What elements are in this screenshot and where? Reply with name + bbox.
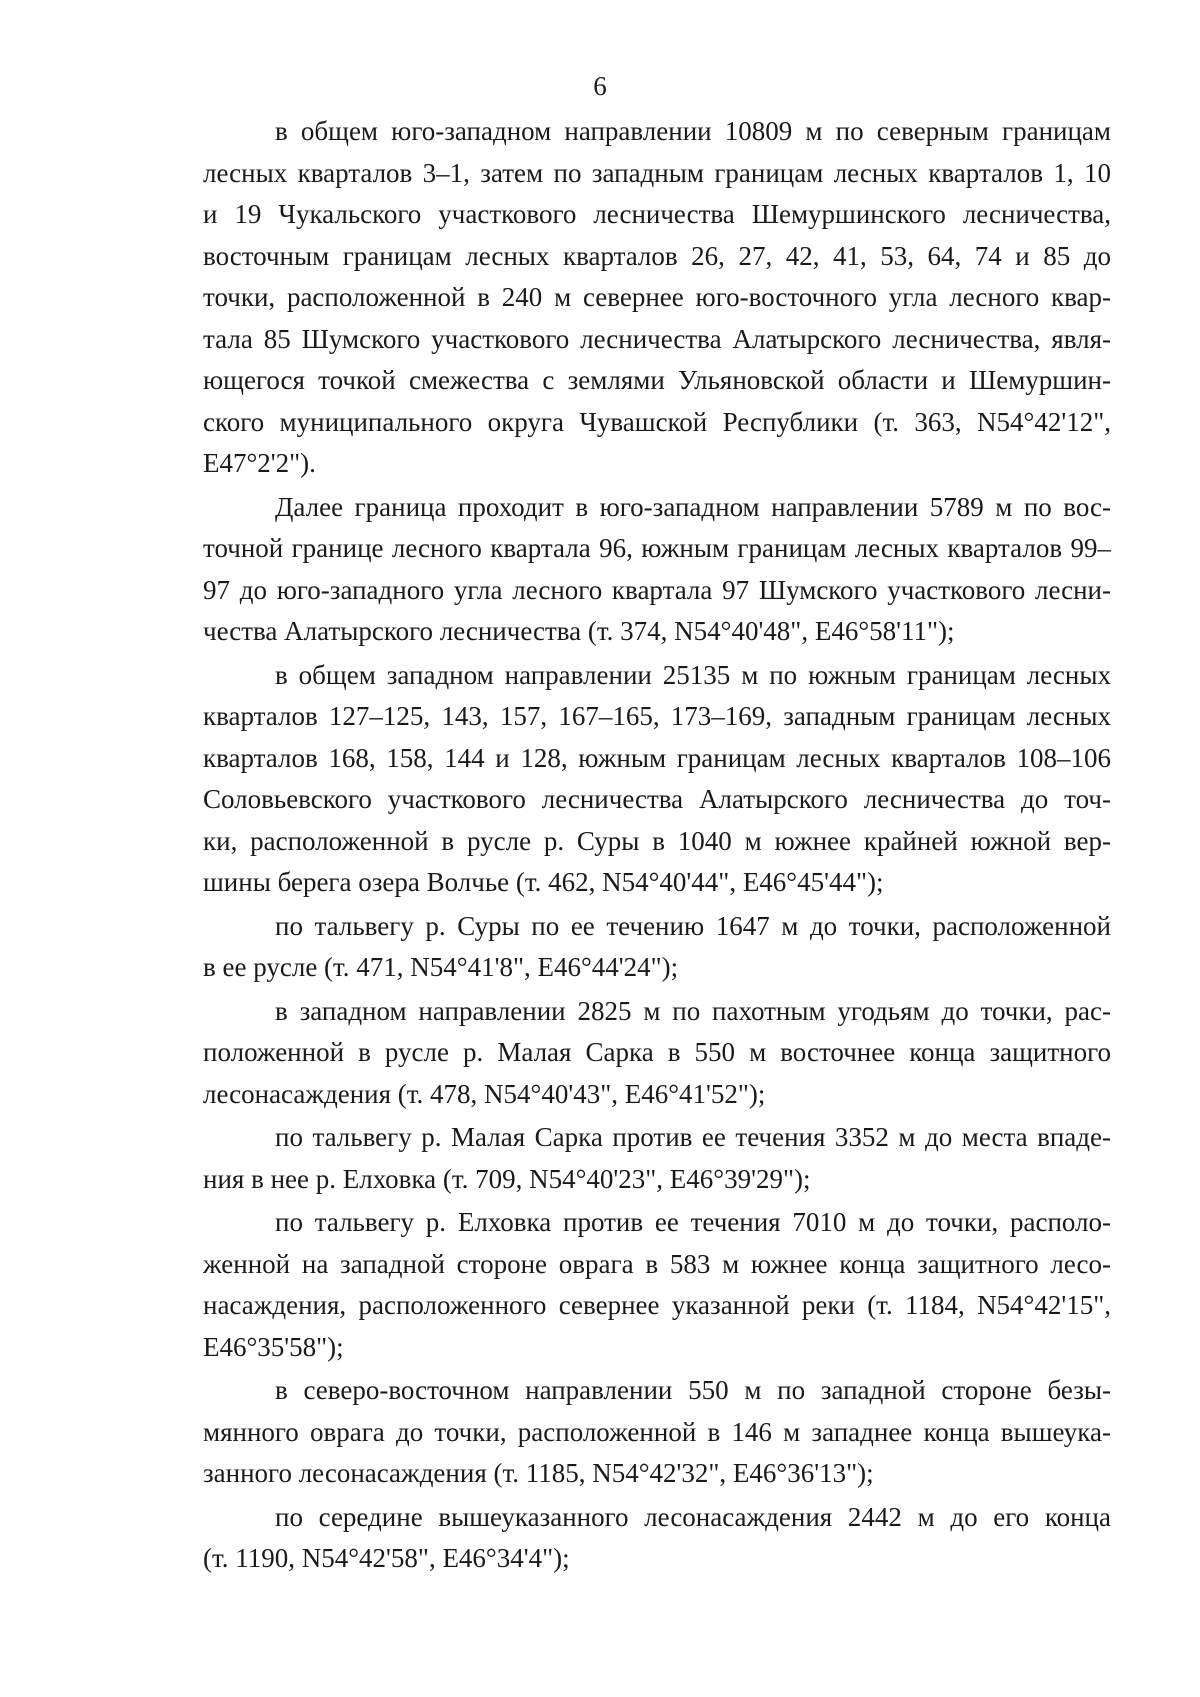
text-line: по тальвегу р. Елховка против ее течения 7010 м до точки, располо- <box>275 1207 1111 1237</box>
text-line: лесных кварталов 3–1, затем по западным границам лесных кварталов 1, 10 <box>203 157 1111 188</box>
text-line: кварталов 168, 158, 144 и 128, южным границам лесных кварталов 108–106 <box>203 742 1111 773</box>
text-line: Далее граница проходит в юго-западном направлении 5789 м по вос- <box>275 491 1111 522</box>
text-line: положенной в русле р. Малая Сарка в 550 м восточнее конца защитного <box>203 1037 1111 1067</box>
paragraph <box>203 1202 1111 1368</box>
text-line: и 19 Чукальского участкового лесничества Шемуршинского лесничества, <box>203 199 1111 229</box>
text-line: в западном направлении 2825 м по пахотным угодьям до точки, рас- <box>275 995 1111 1026</box>
text-line: ющегося точкой смежества с землями Ульяновской области и Шемуршин- <box>203 365 1111 395</box>
text-line: (т. 1190, N54°42'58", E46°34'4"); <box>203 1543 570 1573</box>
text-line: кварталов 127–125, 143, 157, 167–165, 173–169, западным границам лесных <box>203 701 1111 731</box>
text-line: по тальвегу р. Малая Сарка против ее течения 3352 м до места впаде- <box>275 1122 1111 1152</box>
text-line: восточным границам лесных кварталов 26, 27, 42, 41, 53, 64, 74 и 85 до <box>203 240 1111 271</box>
text-line: ния в нее р. Елховка (т. 709, N54°40'23", E46°39'29"); <box>203 1163 811 1194</box>
paragraph <box>203 1497 1111 1580</box>
paragraph <box>203 655 1111 904</box>
text-line: в общем юго-западном направлении 10809 м по северным границам <box>275 116 1111 146</box>
text-line: в северо-восточном направлении 550 м по западной стороне безы- <box>275 1375 1111 1405</box>
text-line: в общем западном направлении 25135 м по южным границам лесных <box>275 659 1111 690</box>
text-line: занного лесонасаждения (т. 1185, N54°42'32", E46°36'13"); <box>203 1458 874 1488</box>
text-line: женной на западной стороне оврага в 583 м южнее конца защитного лесо- <box>203 1248 1111 1279</box>
paragraph <box>203 906 1111 989</box>
text-line: точной границе лесного квартала 96, южным границам лесных кварталов 99– <box>203 533 1111 563</box>
text-line: ки, расположенной в русле р. Суры в 1040 м южнее крайней южной вер- <box>203 825 1111 856</box>
text-line: тала 85 Шумского участкового лесничества Алатырского лесничества, явля- <box>203 323 1111 354</box>
text-line: 97 до юго-западного угла лесного квартала 97 Шумского участкового лесни- <box>203 574 1111 605</box>
document-body <box>203 111 1111 1582</box>
text-line: E46°35'58"); <box>203 1331 344 1362</box>
text-line: Соловьевского участкового лесничества Алатырского лесничества до точ- <box>203 784 1111 814</box>
text-line: точки, расположенной в 240 м севернее юго-восточного угла лесного квар- <box>203 282 1111 312</box>
text-line: ского муниципального округа Чувашской Республики (т. 363, N54°42'12", <box>203 406 1111 437</box>
paragraph <box>203 1117 1111 1200</box>
paragraph <box>203 111 1111 485</box>
text-line: шины берега озера Волчье (т. 462, N54°40'44", E46°45'44"); <box>203 867 884 897</box>
paragraph <box>203 1370 1111 1495</box>
text-line: насаждения, расположенного севернее указанной реки (т. 1184, N54°42'15", <box>203 1290 1111 1320</box>
text-line: по середине вышеуказанного лесонасаждения 2442 м до его конца <box>275 1501 1111 1532</box>
page-number: 6 <box>593 71 607 101</box>
text-line: чества Алатырского лесничества (т. 374, N54°40'48", E46°58'11"); <box>203 616 955 646</box>
text-line: мянного оврага до точки, расположенной в 146 м западнее конца вышеука- <box>203 1416 1111 1447</box>
text-line: лесонасаждения (т. 478, N54°40'43", E46°41'52"); <box>203 1078 766 1109</box>
paragraph <box>203 991 1111 1116</box>
paragraph <box>203 487 1111 653</box>
text-line: в ее русле (т. 471, N54°41'8", E46°44'24"); <box>203 952 679 982</box>
text-line: E47°2'2"). <box>203 448 316 478</box>
text-line: по тальвегу р. Суры по ее течению 1647 м до точки, расположенной <box>275 910 1111 941</box>
